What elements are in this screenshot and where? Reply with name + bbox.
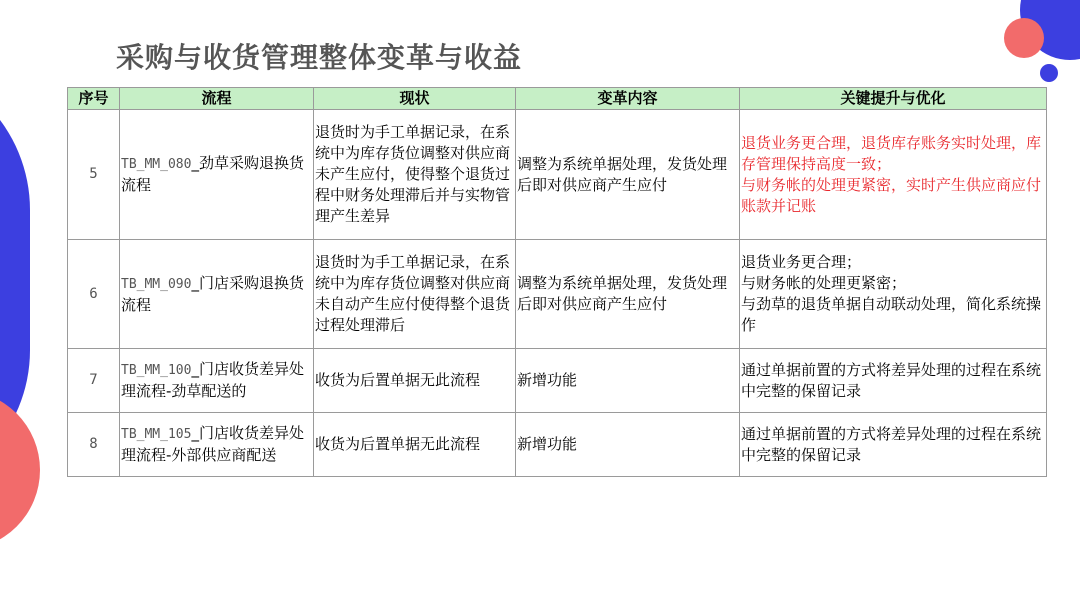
header-seq: 序号 [68,88,120,110]
flow-code: TB_MM_105 [121,427,192,442]
header-benefit: 关键提升与优化 [740,88,1047,110]
benefit-line: 通过单据前置的方式将差异处理的过程在系统中完整的保留记录 [741,424,1042,464]
row-change: 新增功能 [516,413,740,477]
row-change: 调整为系统单据处理，发货处理后即对供应商产生应付 [516,110,740,240]
flow-code: TB_MM_090 [121,276,192,292]
flow-name: _门店采购退换货流程 [121,273,304,314]
table-row [68,110,1047,240]
table-row [68,240,1047,349]
benefit-line: 通过单据前置的方式将差异处理的过程在系统中完整的保留记录 [741,360,1042,400]
row-flow [120,349,314,413]
flow-name: _劲草采购退换货流程 [121,154,304,194]
flow-code: TB_MM_100 [121,363,192,378]
row-benefit [740,110,1047,240]
benefit-line: 与财务帐的处理更紧密； [741,274,907,292]
decorative-red-shape [0,390,40,550]
page-title: 采购与收货管理整体变革与收益 [116,41,523,74]
row-benefit [740,413,1047,477]
row-flow [120,413,314,477]
table-row [68,413,1047,477]
header-status: 现状 [314,88,516,110]
decorative-red-circle [1004,18,1044,58]
row-benefit [740,240,1047,349]
flow-name: _门店收货差异处理流程-外部供应商配送 [121,424,304,464]
row-seq: 7 [68,349,120,413]
row-seq: 6 [68,240,120,349]
row-change: 新增功能 [516,349,740,413]
header-flow: 流程 [120,88,314,110]
table-row [68,349,1047,413]
row-status: 收货为后置单据无此流程 [314,349,516,413]
row-benefit [740,349,1047,413]
row-seq: 8 [68,413,120,477]
process-table [67,87,1047,477]
benefit-line: 退货业务更合理； [741,253,862,271]
table-header-row [68,88,1047,110]
row-status: 收货为后置单据无此流程 [314,413,516,477]
row-change: 调整为系统单据处理，发货处理后即对供应商产生应付 [516,240,740,349]
row-status: 退货时为手工单据记录，在系统中为库存货位调整对供应商未产生应付，使得整个退货过程中财务处理滞后并与实物管理产生差异 [314,110,516,240]
row-flow [120,240,314,349]
benefit-line: 与财务帐的处理更紧密，实时产生供应商应付账款并记账 [741,175,1042,215]
row-status: 退货时为手工单据记录，在系统中为库存货位调整对供应商未自动产生应付使得整个退货过程处理滞后 [314,240,516,349]
flow-name: _门店收货差异处理流程-劲草配送的 [121,360,304,400]
flow-code: TB_MM_080 [121,157,192,172]
header-change: 变革内容 [516,88,740,110]
row-flow [120,110,314,240]
decorative-blue-dot [1040,64,1058,82]
benefit-line: 与劲草的退货单据自动联动处理，简化系统操作 [741,295,1042,334]
row-seq: 5 [68,110,120,240]
benefit-line: 退货业务更合理，退货库存账务实时处理，库存管理保持高度一致； [741,133,1042,173]
